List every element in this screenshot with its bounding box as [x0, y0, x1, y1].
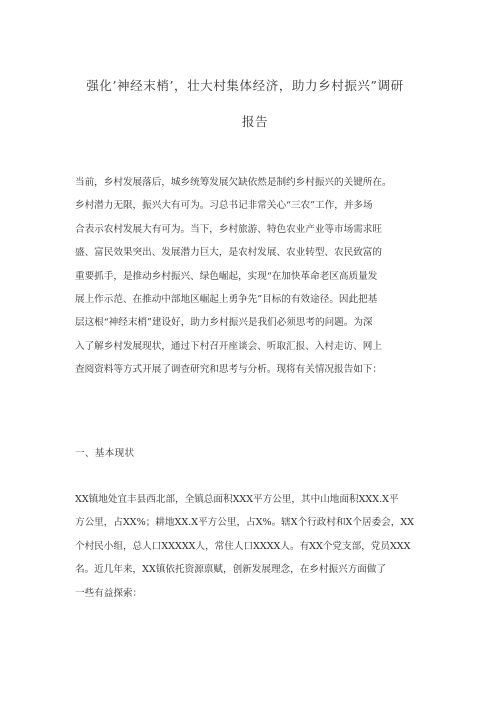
- paragraph-line: 合表示农村发展大有可为。当下，乡村旅游、特色农业产业等市场需求旺: [75, 223, 382, 235]
- section-paragraph: [75, 488, 435, 605]
- paragraph-line: 一些有益探索：: [75, 587, 143, 599]
- paragraph-line: 入了解乡村发展现状，通过下村召开座谈会、听取汇报、入村走访、网上: [75, 340, 382, 352]
- section-heading: 一、基本现状: [75, 448, 135, 459]
- paragraph-line: 重要抓手，是推动乡村振兴、绿色崛起，实现“在加快革命老区高质量发: [75, 270, 378, 282]
- paragraph-line: 方公里，占XX%；耕地XX.X平方公里，占X%。辖X个行政村和X个居委会，XX: [75, 517, 415, 529]
- paragraph-line: 当前，乡村发展落后，城乡统筹发展欠缺依然是制约乡村振兴的关键所在。: [75, 177, 392, 188]
- paragraph-line: 查阅资料等方式开展了调查研究和思考与分析。现将有关情况报告如下：: [75, 364, 382, 376]
- paragraph-line: 个村民小组，总人口XXXXX人，常住人口XXXX人。有XX个党支部，党员XXX: [75, 540, 411, 552]
- paragraph-line: 层这根“神经末梢”建设好，助力乡村振兴是我们必须思考的问题。为深: [75, 317, 373, 329]
- document-title-line-1: 强化’神经末梢’，壮大村集体经济，助力乡村振兴”调研: [86, 78, 404, 93]
- paragraph-line: 乡村潜力无限，振兴大有可为。习总书记非常关心“三农”工作，并多场: [75, 200, 373, 212]
- paragraph-line: XX镇地处宜丰县西北部，全镇总面积XXX平方公里，其中山地面积XXX.X平: [75, 494, 399, 505]
- document-title-line-2: 报告: [241, 114, 269, 129]
- paragraph-line: 名。近几年来，XX镇依托资源禀赋，创新发展理念，在乡村振兴方面做了: [75, 564, 387, 576]
- paragraph-line: 盛、富民效果突出、发展潜力巨大，是农村发展、农业转型、农民致富的: [75, 247, 382, 259]
- paragraph-line: 展上作示范、在推动中部地区崛起上勇争先”目标的有效途径。因此把基: [75, 293, 378, 305]
- intro-paragraph: [75, 171, 435, 382]
